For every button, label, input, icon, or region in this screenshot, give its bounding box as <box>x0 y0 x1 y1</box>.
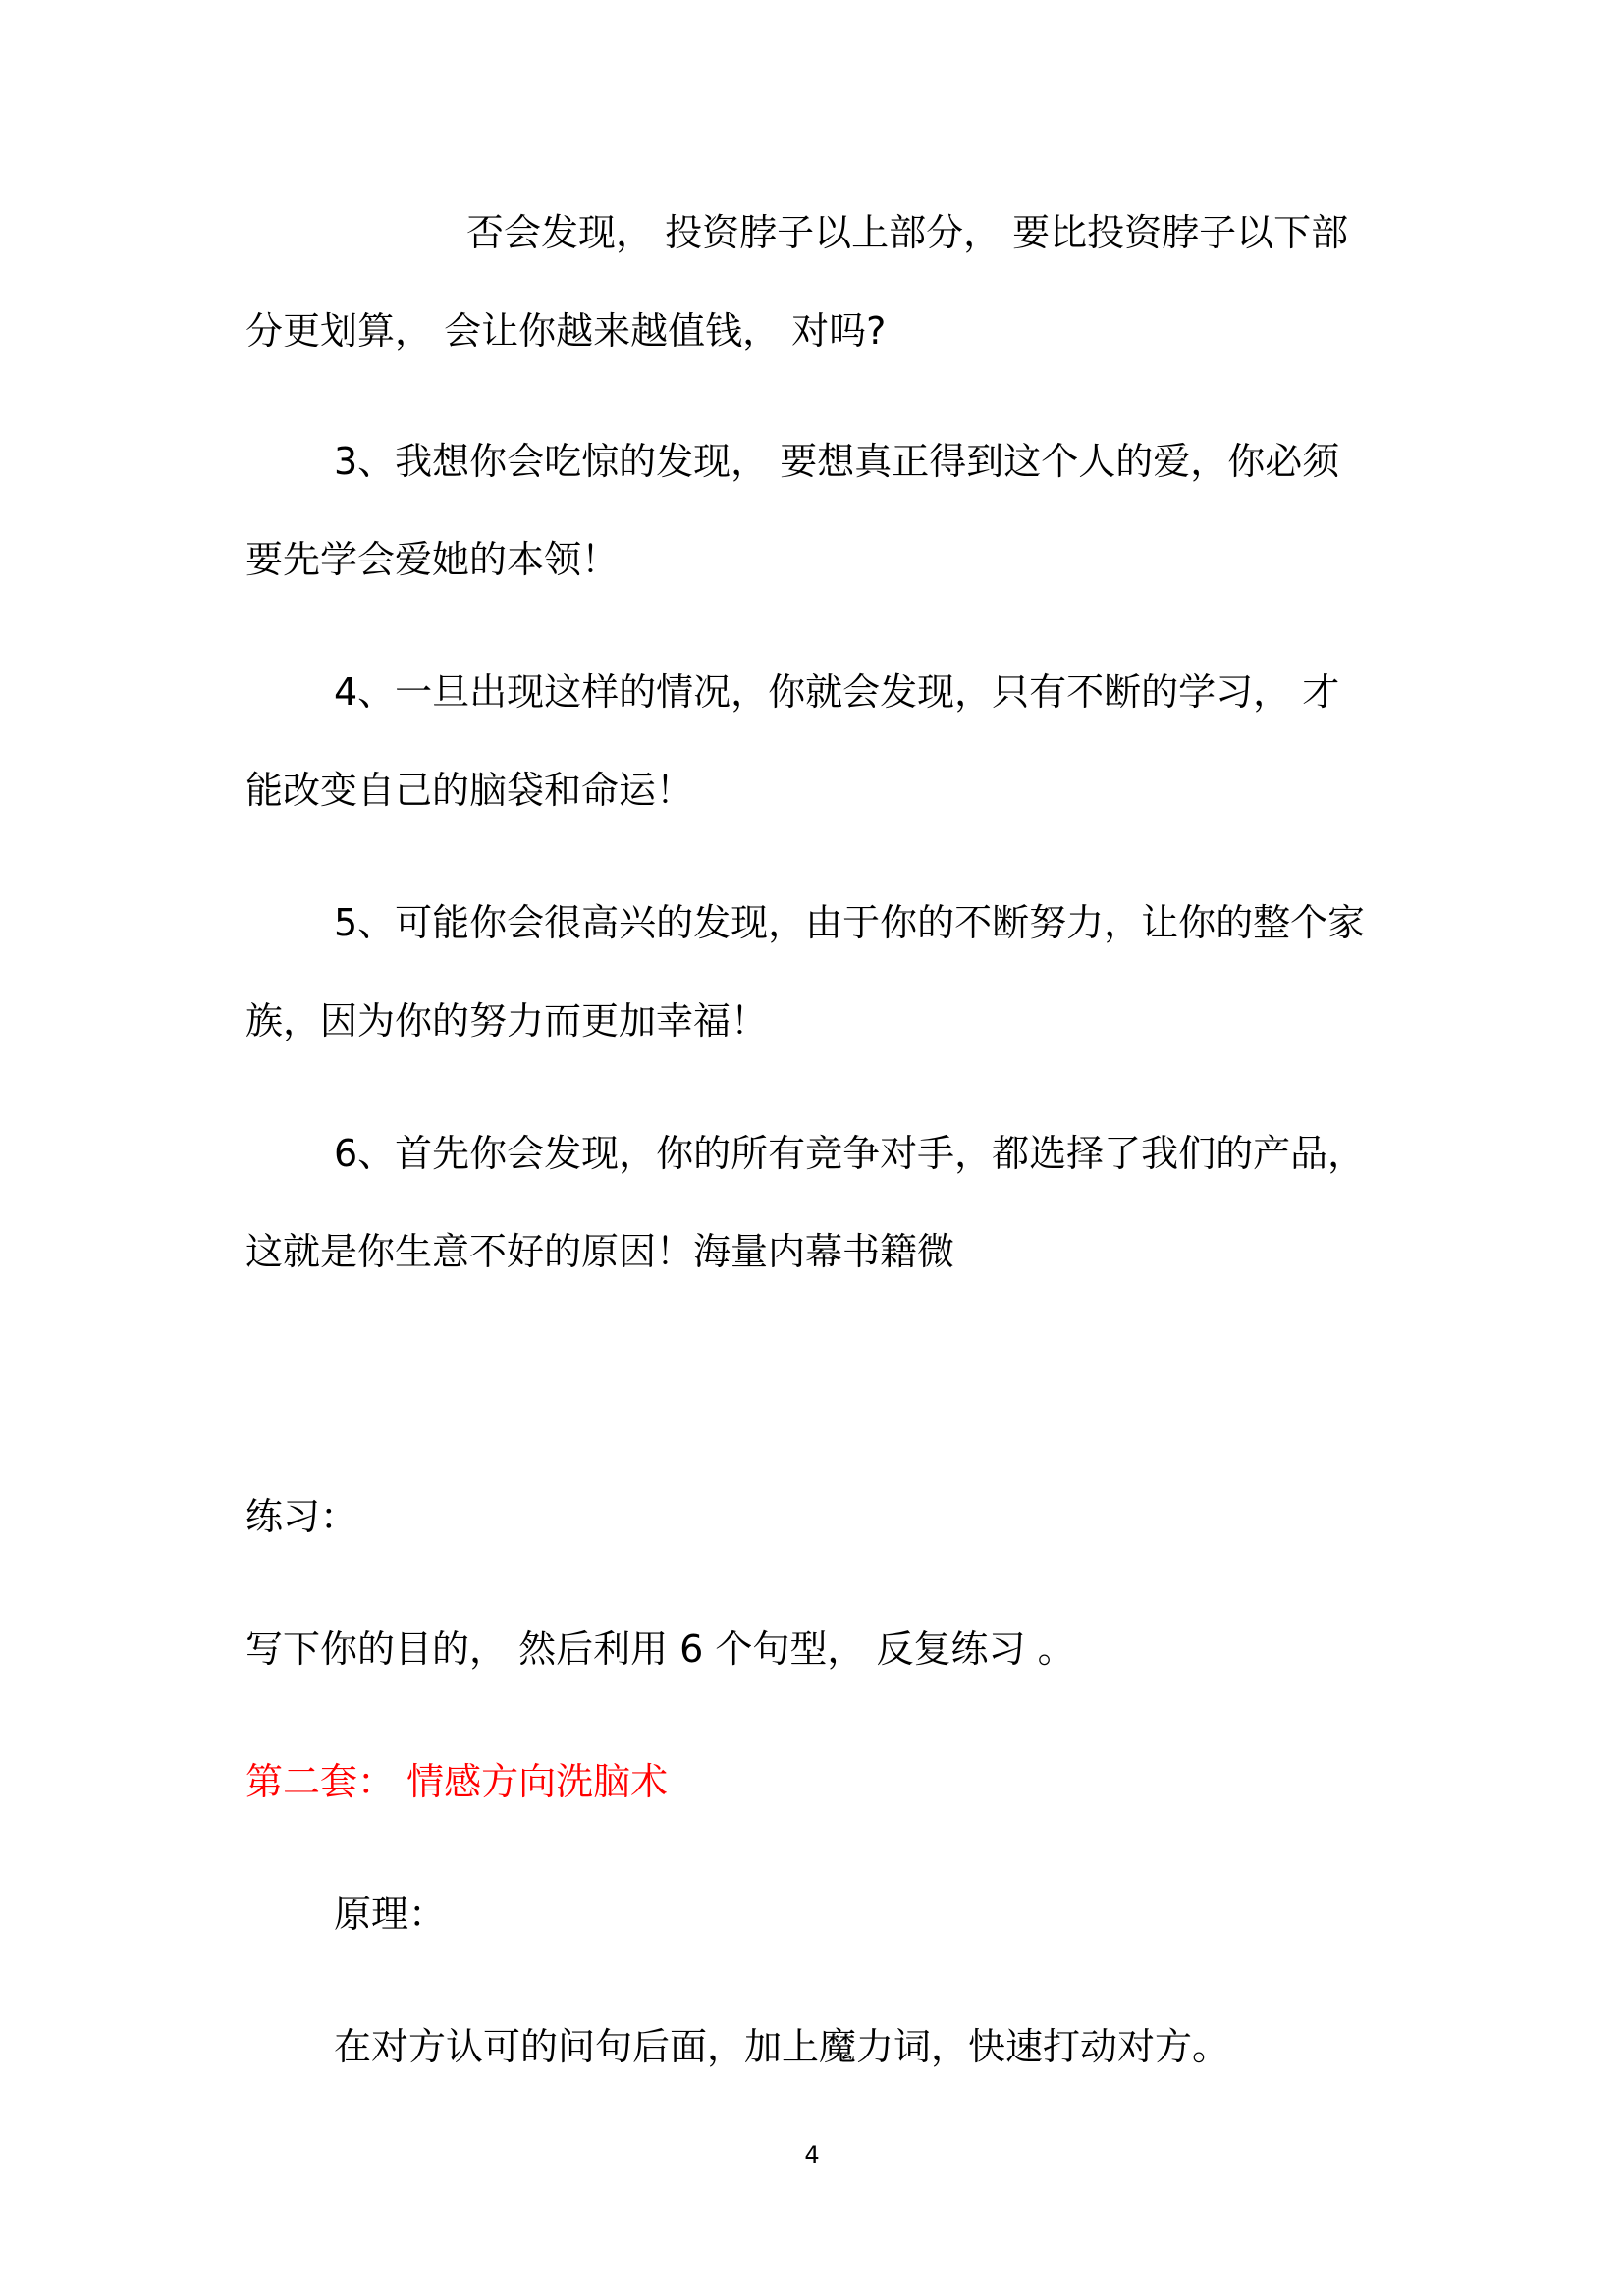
practice-text: 写下你的目的， 然后利用 6 个句型， 反复练习 。 <box>245 1628 1075 1671</box>
paragraph-line: 这就是你生意不好的原因！海量内幕书籍微 <box>245 1230 955 1273</box>
practice-heading: 练习： <box>245 1495 358 1538</box>
principle-heading: 原理： <box>334 1893 447 1936</box>
paragraph-line: 5、可能你会很高兴的发现，由于你的不断努力，让你的整个家 <box>334 901 1366 944</box>
section-heading: 第二套： 情感方向洗脑术 <box>245 1760 669 1803</box>
paragraph-line: 6、首先你会发现，你的所有竞争对手，都选择了我们的产品， <box>334 1132 1366 1175</box>
principle-text: 在对方认可的问句后面，加上魔力词，快速打动对方。 <box>334 2025 1230 2068</box>
paragraph-line: 分更划算， 会让你越来越值钱， 对吗? <box>245 309 887 352</box>
paragraph-line: 3、我想你会吃惊的发现， 要想真正得到这个人的爱，你必须 <box>334 440 1340 483</box>
paragraph-line: 要先学会爱她的本领！ <box>245 538 620 581</box>
paragraph-line: 能改变自己的脑袋和命运！ <box>245 769 694 812</box>
page-number: 4 <box>804 2141 820 2168</box>
paragraph-line: 否会发现， 投资脖子以上部分， 要比投资脖子以下部 <box>466 211 1349 254</box>
paragraph-line: 4、一旦出现这样的情况，你就会发现，只有不断的学习， 才 <box>334 670 1340 714</box>
paragraph-line: 族，因为你的努力而更加幸福！ <box>245 999 769 1042</box>
